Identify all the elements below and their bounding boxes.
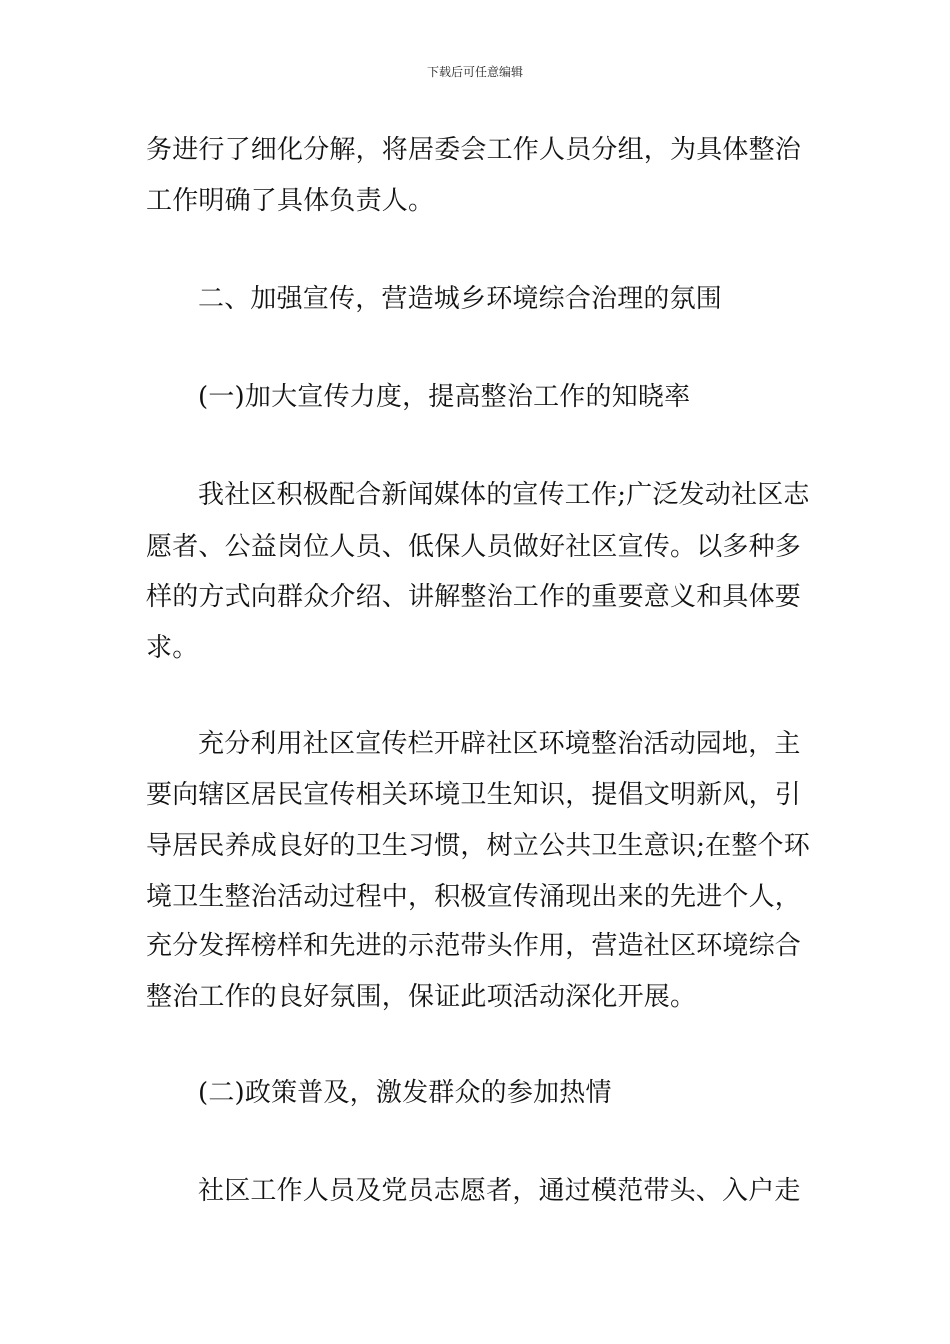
paragraph-line: 整治工作的良好氛围，保证此项活动深化开展。 [146, 982, 697, 1012]
paragraph-line: 样的方式向群众介绍、讲解整治工作的重要意义和具体要 [146, 582, 802, 612]
paragraph-line: 工作明确了具体负责人。 [146, 186, 435, 216]
paragraph-line: 境卫生整治活动过程中，积极宣传涌现出来的先进个人， [146, 882, 802, 912]
paragraph-line: 务进行了细化分解，将居委会工作人员分组，为具体整治 [146, 135, 802, 165]
paragraph-line: 要向辖区居民宣传相关环境卫生知识，提倡文明新风，引 [146, 780, 802, 810]
paragraph-line: 充分发挥榜样和先进的示范带头作用，营造社区环境综合 [146, 931, 802, 961]
subsection-heading: (二)政策普及，激发群众的参加热情 [198, 1078, 612, 1108]
paragraph-line: 求。 [146, 633, 199, 663]
paragraph-line: 充分利用社区宣传栏开辟社区环境整治活动园地，主 [198, 729, 801, 759]
section-heading: 二、加强宣传，营造城乡环境综合治理的氛围 [198, 284, 723, 314]
paragraph-line: 社区工作人员及党员志愿者，通过模范带头、入户走 [198, 1176, 801, 1206]
subsection-heading: (一)加大宣传力度，提高整治工作的知晓率 [198, 382, 691, 412]
header-note: 下载后可任意编辑 [426, 65, 523, 79]
paragraph-line: 愿者、公益岗位人员、低保人员做好社区宣传。以多种多 [146, 532, 802, 562]
paragraph-line: 导居民养成良好的卫生习惯，树立公共卫生意识;在整个环 [146, 831, 810, 861]
paragraph-line: 我社区积极配合新闻媒体的宣传工作;广泛发动社区志 [198, 480, 810, 510]
